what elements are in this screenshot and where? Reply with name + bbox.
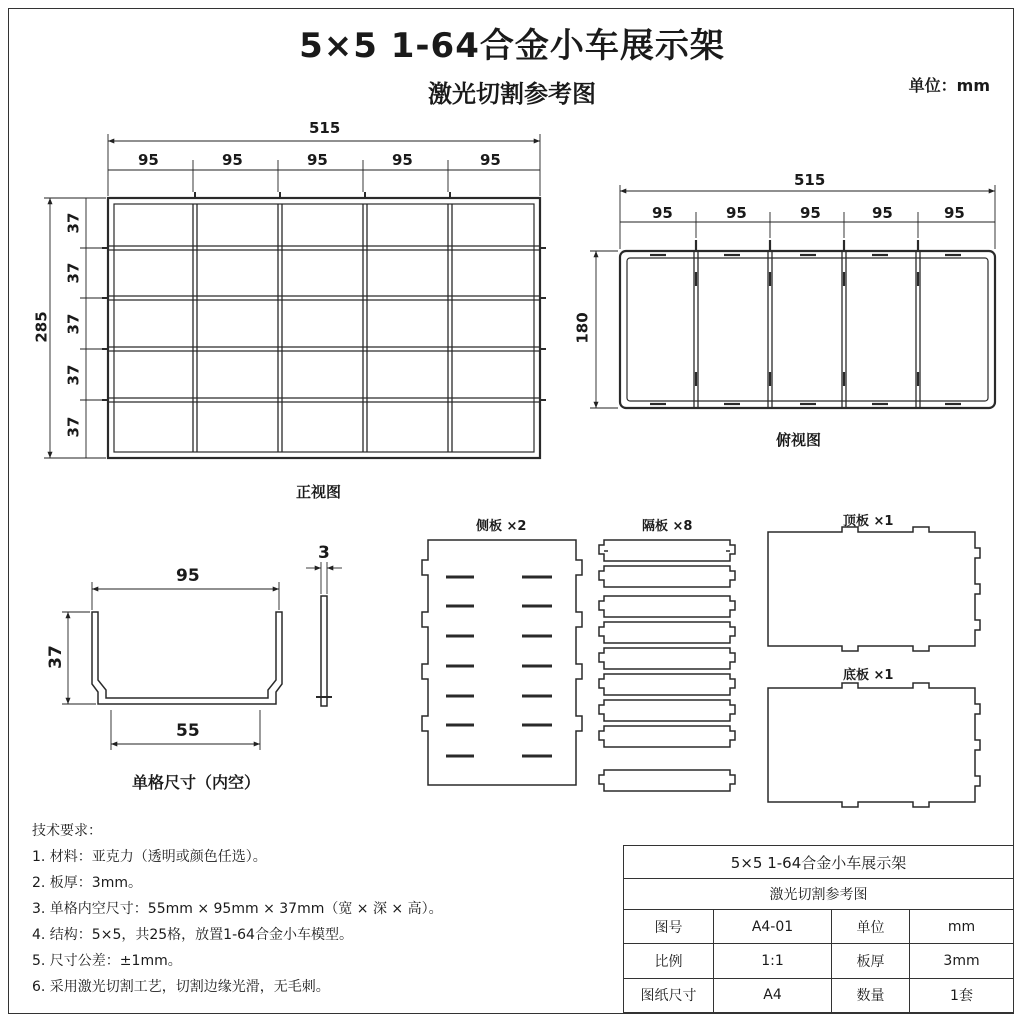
tb-cell: 图号 (624, 910, 714, 944)
divider-2 (599, 566, 735, 587)
tb-cell: 1套 (910, 978, 1014, 1012)
tb-cell: mm (910, 910, 1014, 944)
front-view (102, 192, 546, 458)
divider-4 (599, 622, 735, 643)
top-plate-label: 顶板 ×1 (843, 514, 894, 529)
page-subtitle: 激光切割参考图 (428, 80, 596, 108)
divider-5 (599, 648, 735, 669)
note-item: 1. 材料：亚克力（透明或颜色任选）。 (32, 849, 267, 865)
divider-9 (599, 770, 735, 791)
tb-cell: 3mm (910, 944, 1014, 978)
bottom-plate (768, 683, 980, 807)
top-dim-total-width: 515 (794, 171, 826, 189)
tb-cell: 比例 (624, 944, 714, 978)
front-horizontals (108, 246, 540, 402)
tb-cell: 图纸尺寸 (624, 978, 714, 1012)
divider-3 (599, 596, 735, 617)
top-dim-col-2: 95 (726, 204, 747, 222)
top-dimensions (590, 185, 995, 408)
tb-cell: 单位 (832, 910, 910, 944)
side-panel-label: 侧板 ×2 (476, 519, 527, 534)
front-dim-col-3: 95 (307, 151, 328, 169)
cell-dim-thickness: 3 (318, 543, 330, 563)
front-dim-col-2: 95 (222, 151, 243, 169)
top-dim-col-5: 95 (944, 204, 965, 222)
front-dim-total-height: 285 (32, 311, 51, 343)
tb-cell: A4-01 (714, 910, 832, 944)
divider-8 (599, 726, 735, 747)
cell-detail-label: 单格尺寸（内空） (132, 773, 261, 792)
technical-notes (32, 818, 443, 1000)
front-dim-row-5: 37 (64, 416, 83, 438)
divider-label: 隔板 ×8 (642, 519, 693, 534)
side-panel (422, 540, 582, 785)
unit-label: 单位：mm (908, 76, 990, 95)
notes-heading: 技术要求： (32, 823, 102, 839)
top-dim-col-3: 95 (800, 204, 821, 222)
note-item: 4. 结构：5×5，共25格，放置1-64合金小车模型。 (32, 927, 353, 943)
tb-cell: 板厚 (832, 944, 910, 978)
front-dim-row-2: 37 (64, 262, 83, 284)
divider-7 (599, 700, 735, 721)
top-dim-col-1: 95 (652, 204, 673, 222)
top-dim-depth: 180 (573, 312, 592, 344)
top-view (620, 240, 995, 408)
note-item: 6. 采用激光切割工艺，切割边缘光滑，无毛刺。 (32, 979, 330, 995)
title-block-title: 5×5 1-64合金小车展示架 (624, 846, 1014, 879)
front-dim-col-4: 95 (392, 151, 413, 169)
title-block-subtitle: 激光切割参考图 (624, 879, 1014, 910)
top-plate (768, 527, 980, 651)
front-verticals (193, 204, 452, 452)
cell-detail (92, 612, 282, 704)
cell-dim-bottom: 55 (176, 721, 200, 741)
divider-6 (599, 674, 735, 695)
note-item: 2. 板厚：3mm。 (32, 875, 142, 891)
top-dim-col-4: 95 (872, 204, 893, 222)
front-dim-col-5: 95 (480, 151, 501, 169)
front-dim-row-4: 37 (64, 364, 83, 386)
page-title: 5×5 1-64合金小车展示架 (299, 26, 725, 66)
title-block (623, 845, 1014, 1013)
divider-1 (599, 540, 735, 561)
divider-panels (599, 540, 735, 791)
front-dim-total-width: 515 (309, 119, 341, 137)
note-item: 3. 单格内空尺寸：55mm × 95mm × 37mm（宽 × 深 × 高）。 (32, 901, 443, 917)
front-dim-row-1: 37 (64, 212, 83, 234)
front-outer-frame (108, 198, 540, 458)
top-outer-frame (620, 251, 995, 408)
tb-cell: 1:1 (714, 944, 832, 978)
cell-dimensions (62, 582, 279, 750)
tb-cell: 数量 (832, 978, 910, 1012)
thickness-detail (306, 562, 342, 706)
cell-dim-height: 37 (45, 645, 66, 669)
front-view-label: 正视图 (296, 483, 342, 501)
top-view-label: 俯视图 (776, 431, 822, 449)
front-dim-col-1: 95 (138, 151, 159, 169)
bottom-plate-label: 底板 ×1 (843, 668, 894, 683)
tb-cell: A4 (714, 978, 832, 1012)
front-dim-row-3: 37 (64, 313, 83, 335)
note-item: 5. 尺寸公差：±1mm。 (32, 953, 182, 969)
cell-dim-top: 95 (176, 566, 200, 586)
